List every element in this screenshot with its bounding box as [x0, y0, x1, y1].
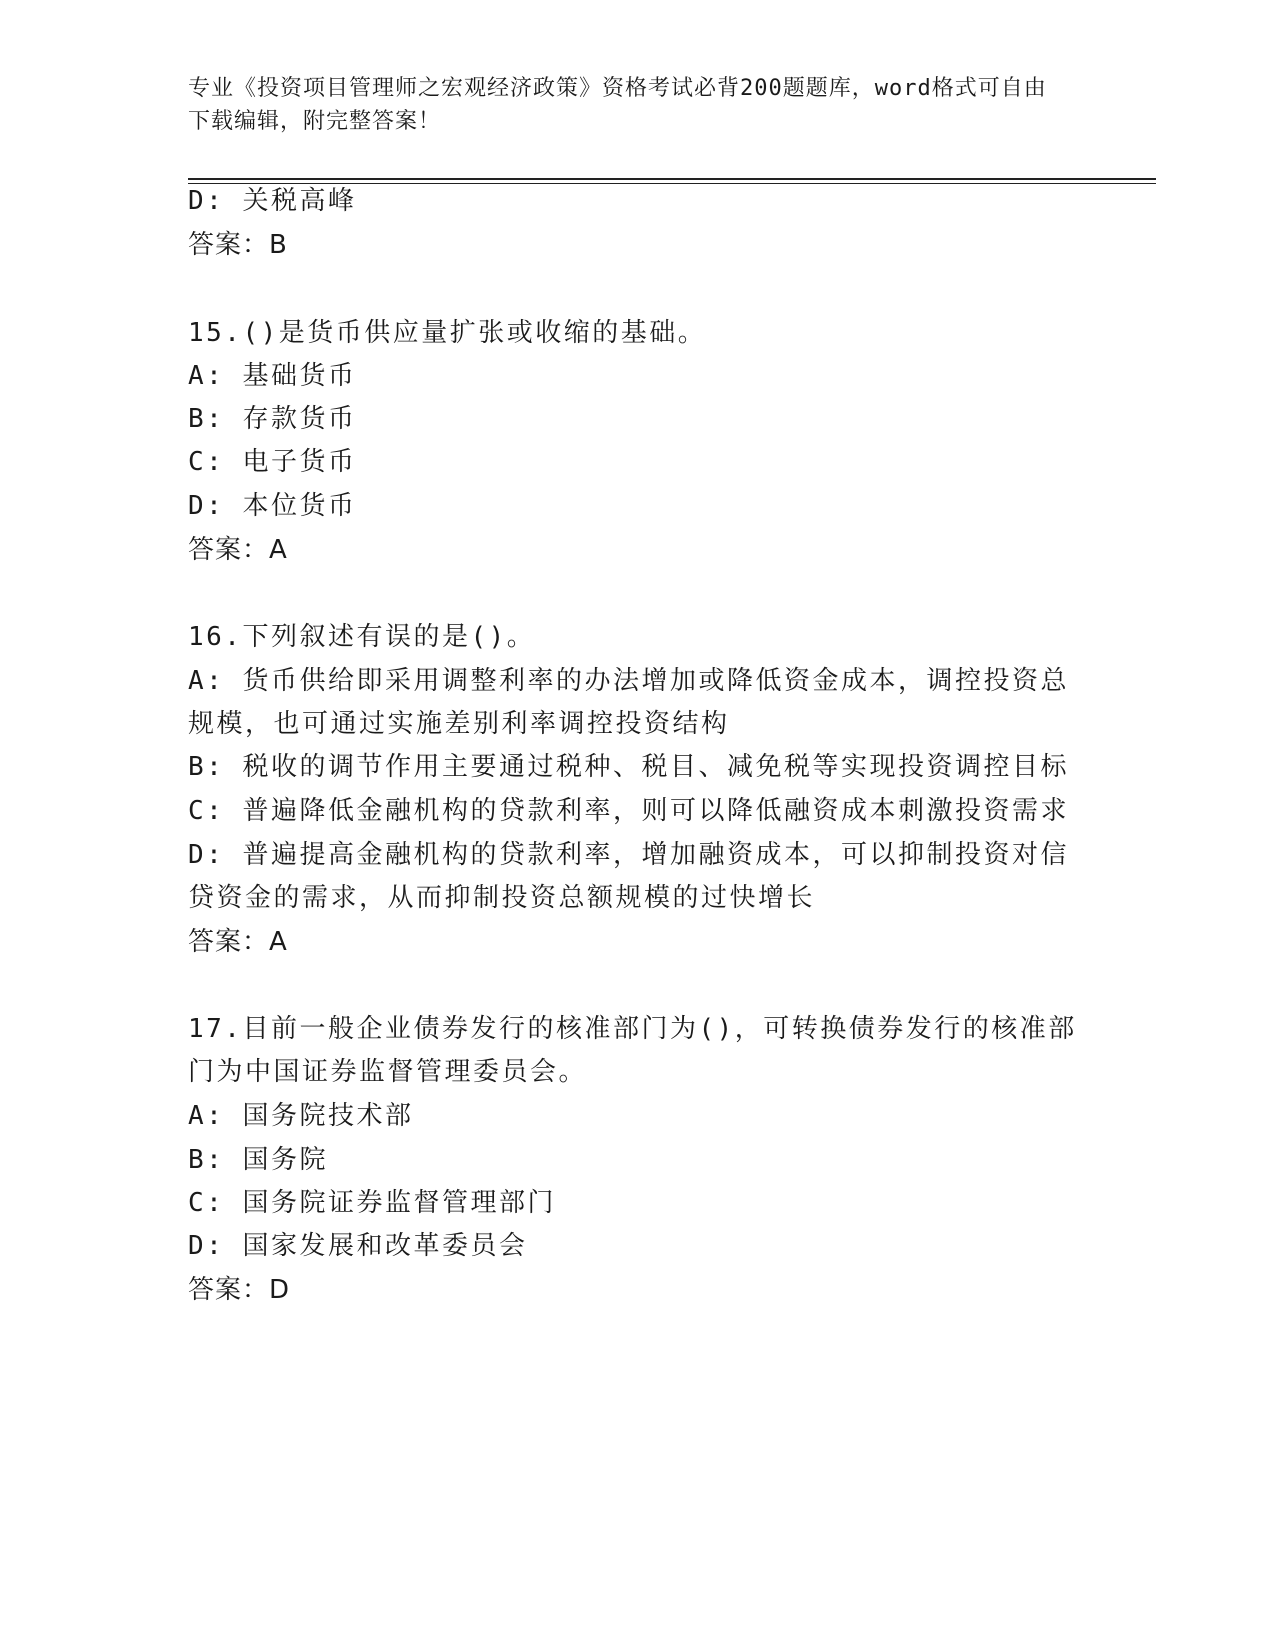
q15-answer: 答案：A [188, 535, 288, 565]
prev-option-d: D: 关税高峰 [188, 186, 357, 216]
q17-stem-line2: 门为中国证券监督管理委员会。 [188, 1057, 588, 1087]
q16-option-d-line2: 贷资金的需求，从而抑制投资总额规模的过快增长 [188, 883, 816, 913]
q17-option-c: C: 国务院证券监督管理部门 [188, 1188, 556, 1218]
q17-answer: 答案：D [188, 1275, 291, 1305]
q16-option-a-line2: 规模，也可通过实施差别利率调控投资结构 [188, 709, 730, 739]
q15-option-d: D: 本位货币 [188, 491, 357, 521]
document-header: 专业《投资项目管理师之宏观经济政策》资格考试必背200题题库，word格式可自由下载编辑，附完整答案！ [188, 76, 1047, 134]
prev-answer: 答案：B [188, 230, 288, 260]
header-rule-thin [188, 183, 1156, 184]
q17-option-b: B: 国务院 [188, 1145, 328, 1175]
q15-stem: 15.()是货币供应量扩张或收缩的基础。 [188, 318, 707, 348]
q16-option-d-line1: D: 普遍提高金融机构的贷款利率，增加融资成本，可以抑制投资对信 [188, 840, 1069, 870]
q17-option-d: D: 国家发展和改革委员会 [188, 1231, 528, 1261]
header-rule-thick [188, 178, 1156, 180]
q15-option-c: C: 电子货币 [188, 447, 357, 477]
q15-option-a: A: 基础货币 [188, 361, 357, 391]
q17-stem-line1: 17.目前一般企业债券发行的核准部门为()，可转换债券发行的核准部 [188, 1014, 1077, 1044]
q16-option-a-line1: A: 货币供给即采用调整利率的办法增加或降低资金成本，调控投资总 [188, 666, 1069, 696]
q15-option-b: B: 存款货币 [188, 404, 357, 434]
q17-option-a: A: 国务院技术部 [188, 1101, 414, 1131]
q16-answer: 答案：A [188, 927, 288, 957]
q16-stem: 16.下列叙述有误的是()。 [188, 622, 536, 652]
q16-option-c: C: 普遍降低金融机构的贷款利率，则可以降低融资成本刺激投资需求 [188, 796, 1069, 826]
q16-option-b: B: 税收的调节作用主要通过税种、税目、减免税等实现投资调控目标 [188, 752, 1069, 782]
